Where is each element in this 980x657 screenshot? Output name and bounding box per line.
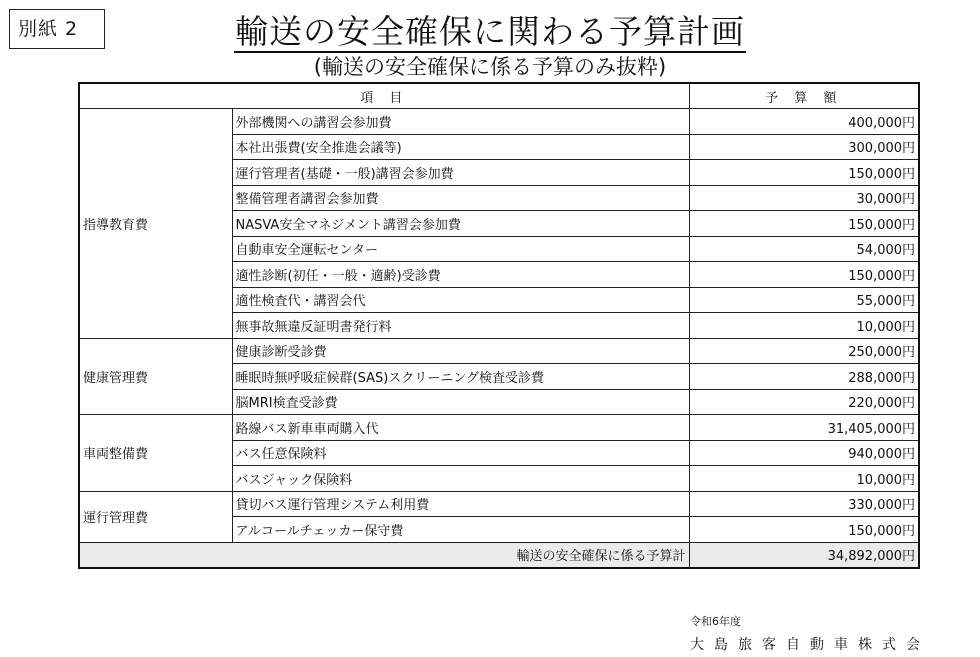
amount-cell: 31,405,000円 [689, 415, 919, 441]
attachment-label: 別紙 2 [9, 9, 105, 49]
item-cell: 路線バス新車車両購入代 [232, 415, 689, 441]
total-row [79, 542, 919, 568]
amount-cell: 10,000円 [689, 466, 919, 492]
item-cell: 本社出張費(安全推進会議等) [232, 134, 689, 160]
item-cell: 脳MRI検査受診費 [232, 389, 689, 415]
amount-cell: 150,000円 [689, 211, 919, 237]
item-cell: 外部機関への講習会参加費 [232, 109, 689, 135]
item-cell: 貸切バス運行管理システム利用費 [232, 491, 689, 517]
item-cell: 運行管理者(基礎・一般)講習会参加費 [232, 160, 689, 186]
company-name: 大島旅客自動車株式会 [690, 637, 930, 653]
amount-cell: 30,000円 [689, 185, 919, 211]
item-cell: 無事故無違反証明書発行料 [232, 313, 689, 339]
budget-body [79, 109, 919, 543]
amount-cell: 400,000円 [689, 109, 919, 135]
amount-cell: 54,000円 [689, 236, 919, 262]
table-header-row [79, 83, 919, 109]
budget-table [78, 82, 920, 569]
table-row [79, 338, 919, 364]
item-cell: 適性診断(初任・一般・適齢)受診費 [232, 262, 689, 288]
item-cell: 自動車安全運転センター [232, 236, 689, 262]
amount-cell: 940,000円 [689, 440, 919, 466]
amount-cell: 150,000円 [689, 160, 919, 186]
header-item: 項 目 [79, 83, 689, 109]
category-cell: 健康管理費 [79, 338, 232, 415]
total-amount: 34,892,000円 [689, 542, 919, 568]
category-cell: 運行管理費 [79, 491, 232, 542]
item-cell: バスジャック保険料 [232, 466, 689, 492]
item-cell: NASVA安全マネジメント講習会参加費 [232, 211, 689, 237]
table-row [79, 491, 919, 517]
amount-cell: 330,000円 [689, 491, 919, 517]
item-cell: 適性検査代・講習会代 [232, 287, 689, 313]
page-title-text: 輸送の安全確保に関わる予算計画 [235, 12, 745, 51]
amount-cell: 55,000円 [689, 287, 919, 313]
fiscal-year: 令和6年度 [690, 615, 741, 628]
amount-cell: 220,000円 [689, 389, 919, 415]
item-cell: 整備管理者講習会参加費 [232, 185, 689, 211]
item-cell: バス任意保険料 [232, 440, 689, 466]
amount-cell: 150,000円 [689, 262, 919, 288]
item-cell: アルコールチェッカー保守費 [232, 517, 689, 543]
table-row [79, 109, 919, 135]
total-label: 輸送の安全確保に係る予算計 [79, 542, 689, 568]
amount-cell: 288,000円 [689, 364, 919, 390]
item-cell: 健康診断受診費 [232, 338, 689, 364]
amount-cell: 10,000円 [689, 313, 919, 339]
category-cell: 指導教育費 [79, 109, 232, 339]
item-cell: 睡眠時無呼吸症候群(SAS)スクリーニング検査受診費 [232, 364, 689, 390]
page-subtitle: (輸送の安全確保に係る予算のみ抜粋) [313, 55, 667, 79]
header-amount: 予 算 額 [689, 83, 919, 109]
category-cell: 車両整備費 [79, 415, 232, 492]
amount-cell: 300,000円 [689, 134, 919, 160]
table-row [79, 415, 919, 441]
amount-cell: 250,000円 [689, 338, 919, 364]
page-title [0, 12, 980, 52]
amount-cell: 150,000円 [689, 517, 919, 543]
